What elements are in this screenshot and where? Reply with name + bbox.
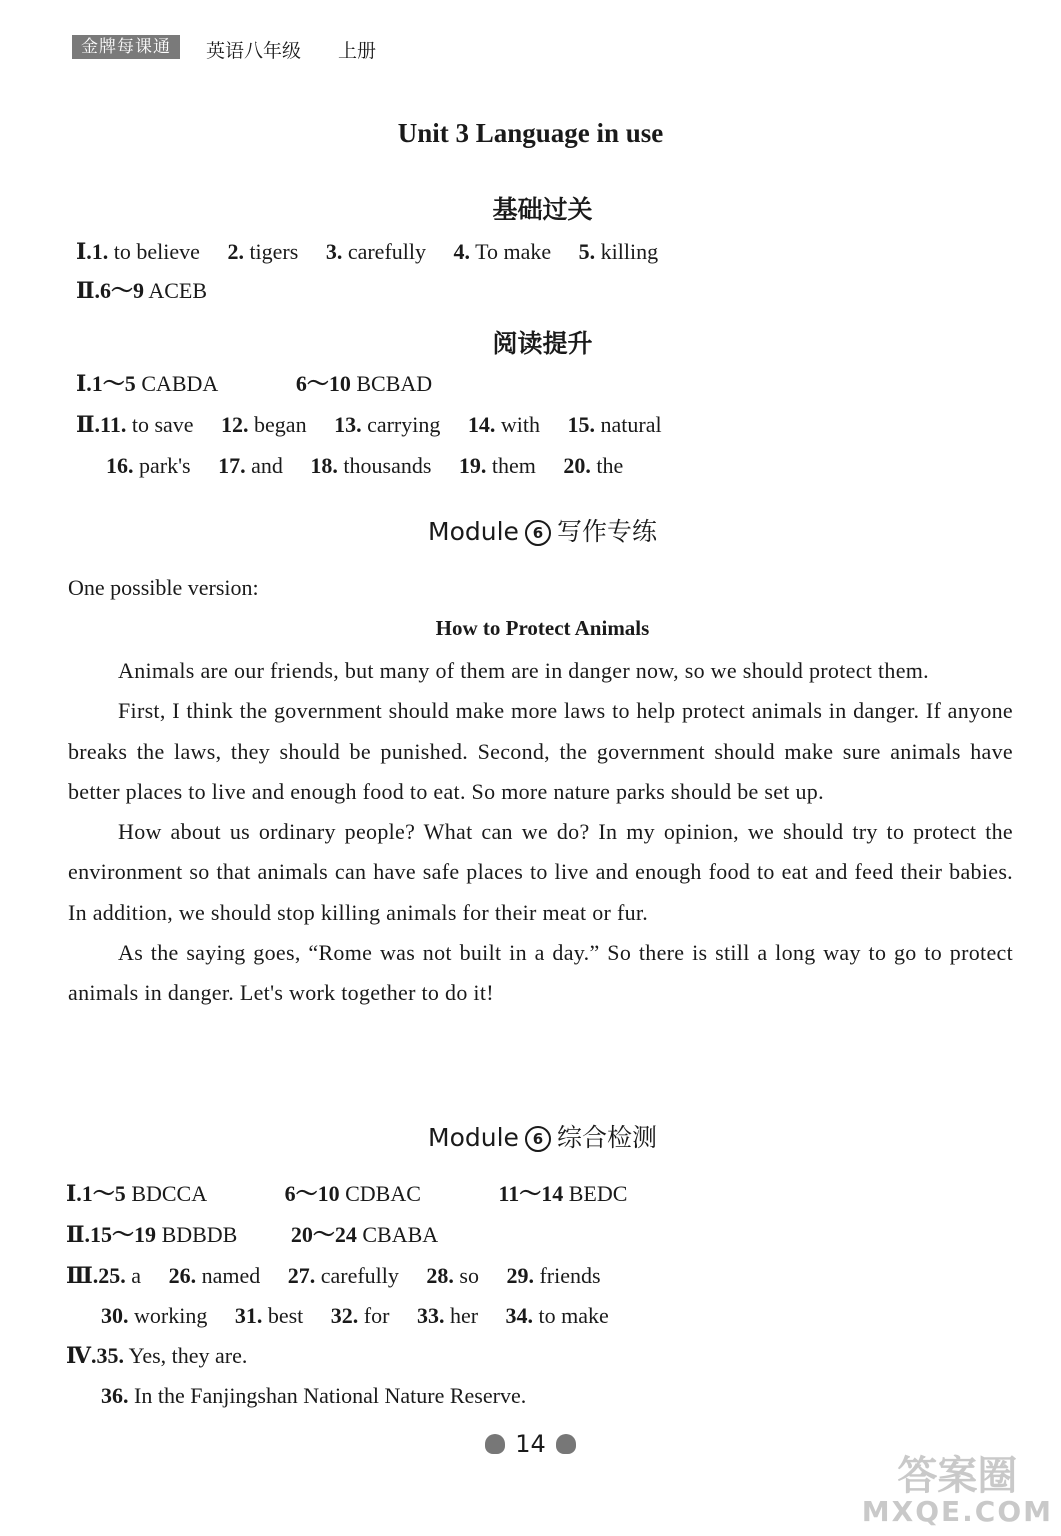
roman-numeral: Ⅱ. <box>66 1222 91 1247</box>
roman-numeral: Ⅲ. <box>66 1263 99 1288</box>
item-answer: best <box>262 1303 304 1328</box>
item-number: 16. <box>106 453 134 478</box>
item-number: 4. <box>453 239 470 264</box>
roman-numeral: Ⅱ. <box>76 278 101 303</box>
answer-row <box>76 370 432 398</box>
item-number: 6～10 <box>284 1181 340 1206</box>
item-answer: thousands <box>337 453 432 478</box>
item-number: 14. <box>467 412 496 437</box>
item-number: 2. <box>227 239 244 264</box>
item-answer: killing <box>595 239 659 264</box>
page-number: 14 <box>515 1430 546 1458</box>
item-answer: began <box>248 412 307 437</box>
roman-numeral: Ⅰ. <box>66 1181 82 1206</box>
module-number: 6 <box>525 1126 551 1152</box>
essay-paragraph: How about us ordinary people? What can we do? In my opinion, we should try to protect the environment so that animals can have safe places to live and enough food to eat and feed their babies. In addition, we should stop killing animals for their meat or fur. <box>68 819 1013 925</box>
item-answer: the <box>590 453 624 478</box>
item-answer: CBABA <box>356 1222 439 1247</box>
item-number: 31. <box>234 1303 263 1328</box>
item-answer: CABDA <box>135 371 219 396</box>
item-answer: to save <box>126 412 194 437</box>
leaf-icon <box>556 1434 576 1454</box>
essay-paragraph: First, I think the government should make more laws to help protect animals in danger. If anyone breaks the laws, they should be punished. Second, the government should make sure animals have better places to live and enough food to eat. So more nature parks should be set up. <box>68 698 1013 804</box>
item-answer: BCBAD <box>350 371 433 396</box>
item-answer: park's <box>133 453 191 478</box>
item-number: 13. <box>334 412 362 437</box>
answer-row <box>66 1342 247 1370</box>
item-number: 12. <box>221 412 249 437</box>
item-answer: her <box>444 1303 479 1328</box>
section-title-text: 写作专练 <box>556 517 657 546</box>
item-answer: them <box>486 453 536 478</box>
item-number: 18. <box>310 453 338 478</box>
essay-title: How to Protect Animals <box>435 616 650 640</box>
item-answer: with <box>495 412 540 437</box>
watermark-top: 答案圈 <box>897 1453 1018 1499</box>
module-word: Module <box>428 517 519 546</box>
item-answer: BDCCA <box>125 1181 208 1206</box>
item-number: 20. <box>563 453 591 478</box>
answer-row <box>76 277 207 305</box>
item-answer: a <box>125 1263 142 1288</box>
leaf-icon <box>485 1434 505 1454</box>
item-answer: ACEB <box>144 278 208 303</box>
item-number: 3. <box>325 239 343 264</box>
item-number: 29. <box>506 1263 534 1288</box>
roman-numeral: Ⅰ. <box>76 371 92 396</box>
answer-row <box>106 452 623 480</box>
item-answer: for <box>358 1303 390 1328</box>
answer-row <box>101 1302 609 1330</box>
answer-row <box>76 238 658 266</box>
item-answer: BEDC <box>563 1181 628 1206</box>
item-number: 6～9 <box>100 278 145 303</box>
answer-row <box>66 1221 438 1249</box>
volume-label: 上册 <box>338 40 377 62</box>
essay-paragraph: Animals are our friends, but many of them are in danger now, so we should protect them. <box>118 658 929 683</box>
item-answer: CDBAC <box>339 1181 421 1206</box>
section-title-reading: 阅读提升 <box>492 329 593 358</box>
item-answer: working <box>128 1303 208 1328</box>
item-number: 36. <box>101 1383 129 1408</box>
item-number: 34. <box>505 1303 534 1328</box>
item-answer: tigers <box>243 239 299 264</box>
item-answer: and <box>245 453 283 478</box>
item-number: 1～5 <box>81 1181 126 1206</box>
item-number: 11. <box>100 412 127 437</box>
essay-intro: One possible version: <box>68 575 259 600</box>
section-title-basic: 基础过关 <box>492 195 593 224</box>
item-number: 26. <box>168 1263 197 1288</box>
item-number: 35. <box>96 1343 124 1368</box>
item-number: 27. <box>287 1263 316 1288</box>
item-number: 6～10 <box>295 371 351 396</box>
item-answer: In the Fanjingshan National Nature Reserve. <box>128 1383 527 1408</box>
answer-row <box>66 1180 627 1208</box>
item-answer: BDBDB <box>156 1222 238 1247</box>
item-number: 19. <box>458 453 487 478</box>
item-answer: to make <box>533 1303 609 1328</box>
item-number: 5. <box>578 239 596 264</box>
item-number: 30. <box>101 1303 129 1328</box>
item-answer: To make <box>470 239 552 264</box>
item-number: 20～24 <box>290 1222 357 1247</box>
essay-paragraph: As the saying goes, “Rome was not built in a day.” So there is still a long way to go to protect animals in danger. Let's work together to do it! <box>68 940 1013 1006</box>
watermark-bottom: MXQE.COM <box>861 1495 1053 1528</box>
item-number: 25. <box>98 1263 126 1288</box>
section-title-text: 综合检测 <box>556 1123 657 1152</box>
item-number: 17. <box>218 453 246 478</box>
module-word: Module <box>428 1123 519 1152</box>
item-number: 1～5 <box>91 371 136 396</box>
item-answer: friends <box>533 1263 601 1288</box>
item-number: 11～14 <box>498 1181 564 1206</box>
book-badge: 金牌每课通 <box>72 35 180 59</box>
item-answer: to believe <box>108 239 200 264</box>
item-answer: carefully <box>342 239 426 264</box>
item-number: 1. <box>91 239 109 264</box>
essay-body <box>68 651 1013 1014</box>
item-number: 32. <box>330 1303 359 1328</box>
section-title-test <box>0 1118 1061 1154</box>
roman-numeral: Ⅱ. <box>76 412 101 437</box>
item-answer: Yes, they are. <box>123 1343 248 1368</box>
item-answer: named <box>196 1263 261 1288</box>
section-title-writing <box>0 512 1061 548</box>
watermark <box>861 1453 1053 1530</box>
module-number: 6 <box>525 520 551 546</box>
answer-row <box>101 1382 526 1410</box>
item-number: 28. <box>426 1263 454 1288</box>
item-answer: natural <box>595 412 662 437</box>
item-number: 15～19 <box>90 1222 157 1247</box>
subject-label: 英语八年级 <box>206 40 302 62</box>
item-answer: so <box>453 1263 479 1288</box>
unit-title: Unit 3 Language in use <box>397 118 664 148</box>
item-number: 15. <box>567 412 595 437</box>
item-number: 33. <box>416 1303 445 1328</box>
answer-row <box>66 1262 601 1290</box>
answer-row <box>76 411 662 439</box>
item-answer: carefully <box>315 1263 399 1288</box>
item-answer: carrying <box>361 412 441 437</box>
roman-numeral: Ⅰ. <box>76 239 92 264</box>
roman-numeral: Ⅳ. <box>66 1343 97 1368</box>
